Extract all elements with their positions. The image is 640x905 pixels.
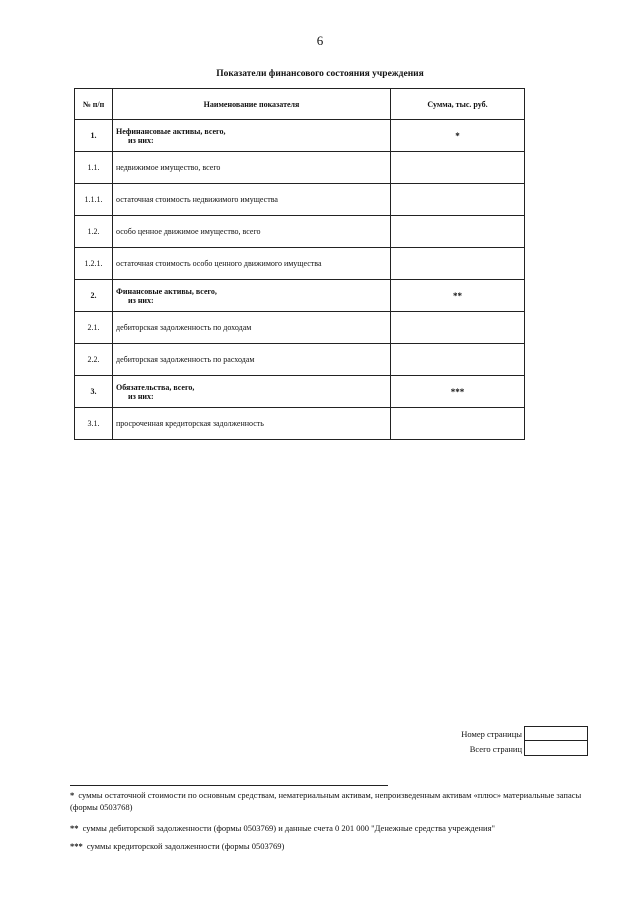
table-row [75, 152, 525, 184]
indicator-label: дебиторская задолженность по расходам [116, 355, 255, 364]
table-row [75, 120, 525, 152]
table-row [75, 248, 525, 280]
page-number-label: Номер страницы [461, 728, 522, 739]
row-indicator-name [113, 376, 391, 408]
table-row [75, 184, 525, 216]
row-indicator-name [113, 152, 391, 184]
row-number: 2. [75, 280, 113, 312]
indicator-sublabel: из них: [128, 295, 154, 305]
table-row [75, 344, 525, 376]
indicator-sublabel: из них: [128, 391, 154, 401]
row-amount[interactable] [391, 248, 525, 280]
table-row [75, 408, 525, 440]
row-indicator-name [113, 120, 391, 152]
table-row [75, 376, 525, 408]
row-amount[interactable] [391, 152, 525, 184]
row-amount[interactable]: *** [391, 376, 525, 408]
row-amount[interactable] [391, 184, 525, 216]
footnote-3 [70, 840, 590, 852]
row-amount[interactable] [391, 408, 525, 440]
footnote-mark: *** [70, 841, 83, 851]
row-number: 3.1. [75, 408, 113, 440]
footnote-2 [70, 822, 590, 834]
indicator-label: остаточная стоимость особо ценного движимого имущества [116, 259, 322, 268]
footnote-text: суммы дебиторской задолженности (формы 0503769) и данные счета 0 201 000 "Денежные средства учреждения" [82, 823, 495, 833]
indicator-label: остаточная стоимость недвижимого имущества [116, 195, 278, 204]
indicator-label: Нефинансовые активы, всего, [116, 126, 226, 136]
footnote-mark: ** [70, 823, 79, 833]
row-amount[interactable]: * [391, 120, 525, 152]
table-row [75, 280, 525, 312]
row-number: 1. [75, 120, 113, 152]
row-number: 2.2. [75, 344, 113, 376]
footnote-text: суммы кредиторской задолженности (формы 0503769) [86, 841, 285, 851]
indicator-label: недвижимое имущество, всего [116, 163, 221, 172]
total-pages-field[interactable] [524, 741, 588, 756]
footnote-divider [70, 785, 388, 786]
row-number: 2.1. [75, 312, 113, 344]
header-number: № п/п [75, 89, 113, 120]
indicator-label: просроченная кредиторская задолженность [116, 419, 264, 428]
indicator-label: особо ценное движимое имущество, всего [116, 227, 261, 236]
row-number: 3. [75, 376, 113, 408]
row-amount[interactable] [391, 312, 525, 344]
indicator-sublabel: из них: [128, 135, 154, 145]
row-indicator-name [113, 216, 391, 248]
row-indicator-name [113, 184, 391, 216]
row-number: 1.1. [75, 152, 113, 184]
page-number: 6 [316, 33, 324, 48]
footnote-1 [70, 789, 590, 813]
row-amount[interactable] [391, 216, 525, 248]
page-count-box [420, 726, 588, 756]
total-pages-label: Всего страниц [469, 743, 522, 754]
footnote-text: суммы остаточной стоимости по основным средствам, нематериальным активам, непроизведенным активам «плюс» материальные запасы (формы 0503768) [70, 790, 582, 812]
table-header-row [75, 89, 525, 120]
row-amount[interactable] [391, 344, 525, 376]
page-number-field[interactable] [524, 726, 588, 741]
header-indicator-name: Наименование показателя [113, 89, 391, 120]
indicator-label: Финансовые активы, всего, [116, 286, 217, 296]
indicator-label: дебиторская задолженность по доходам [116, 323, 252, 332]
table-row [75, 312, 525, 344]
header-amount: Сумма, тыс. руб. [391, 89, 525, 120]
row-indicator-name [113, 408, 391, 440]
financial-indicators-table [74, 88, 525, 440]
row-indicator-name [113, 280, 391, 312]
row-number: 1.1.1. [75, 184, 113, 216]
row-indicator-name [113, 312, 391, 344]
table-row [75, 216, 525, 248]
row-indicator-name [113, 344, 391, 376]
indicator-label: Обязательства, всего, [116, 382, 195, 392]
document-title: Показатели финансового состояния учреждения [216, 69, 424, 79]
row-indicator-name [113, 248, 391, 280]
row-number: 1.2.1. [75, 248, 113, 280]
row-amount[interactable]: ** [391, 280, 525, 312]
footnote-mark: * [70, 790, 75, 800]
row-number: 1.2. [75, 216, 113, 248]
